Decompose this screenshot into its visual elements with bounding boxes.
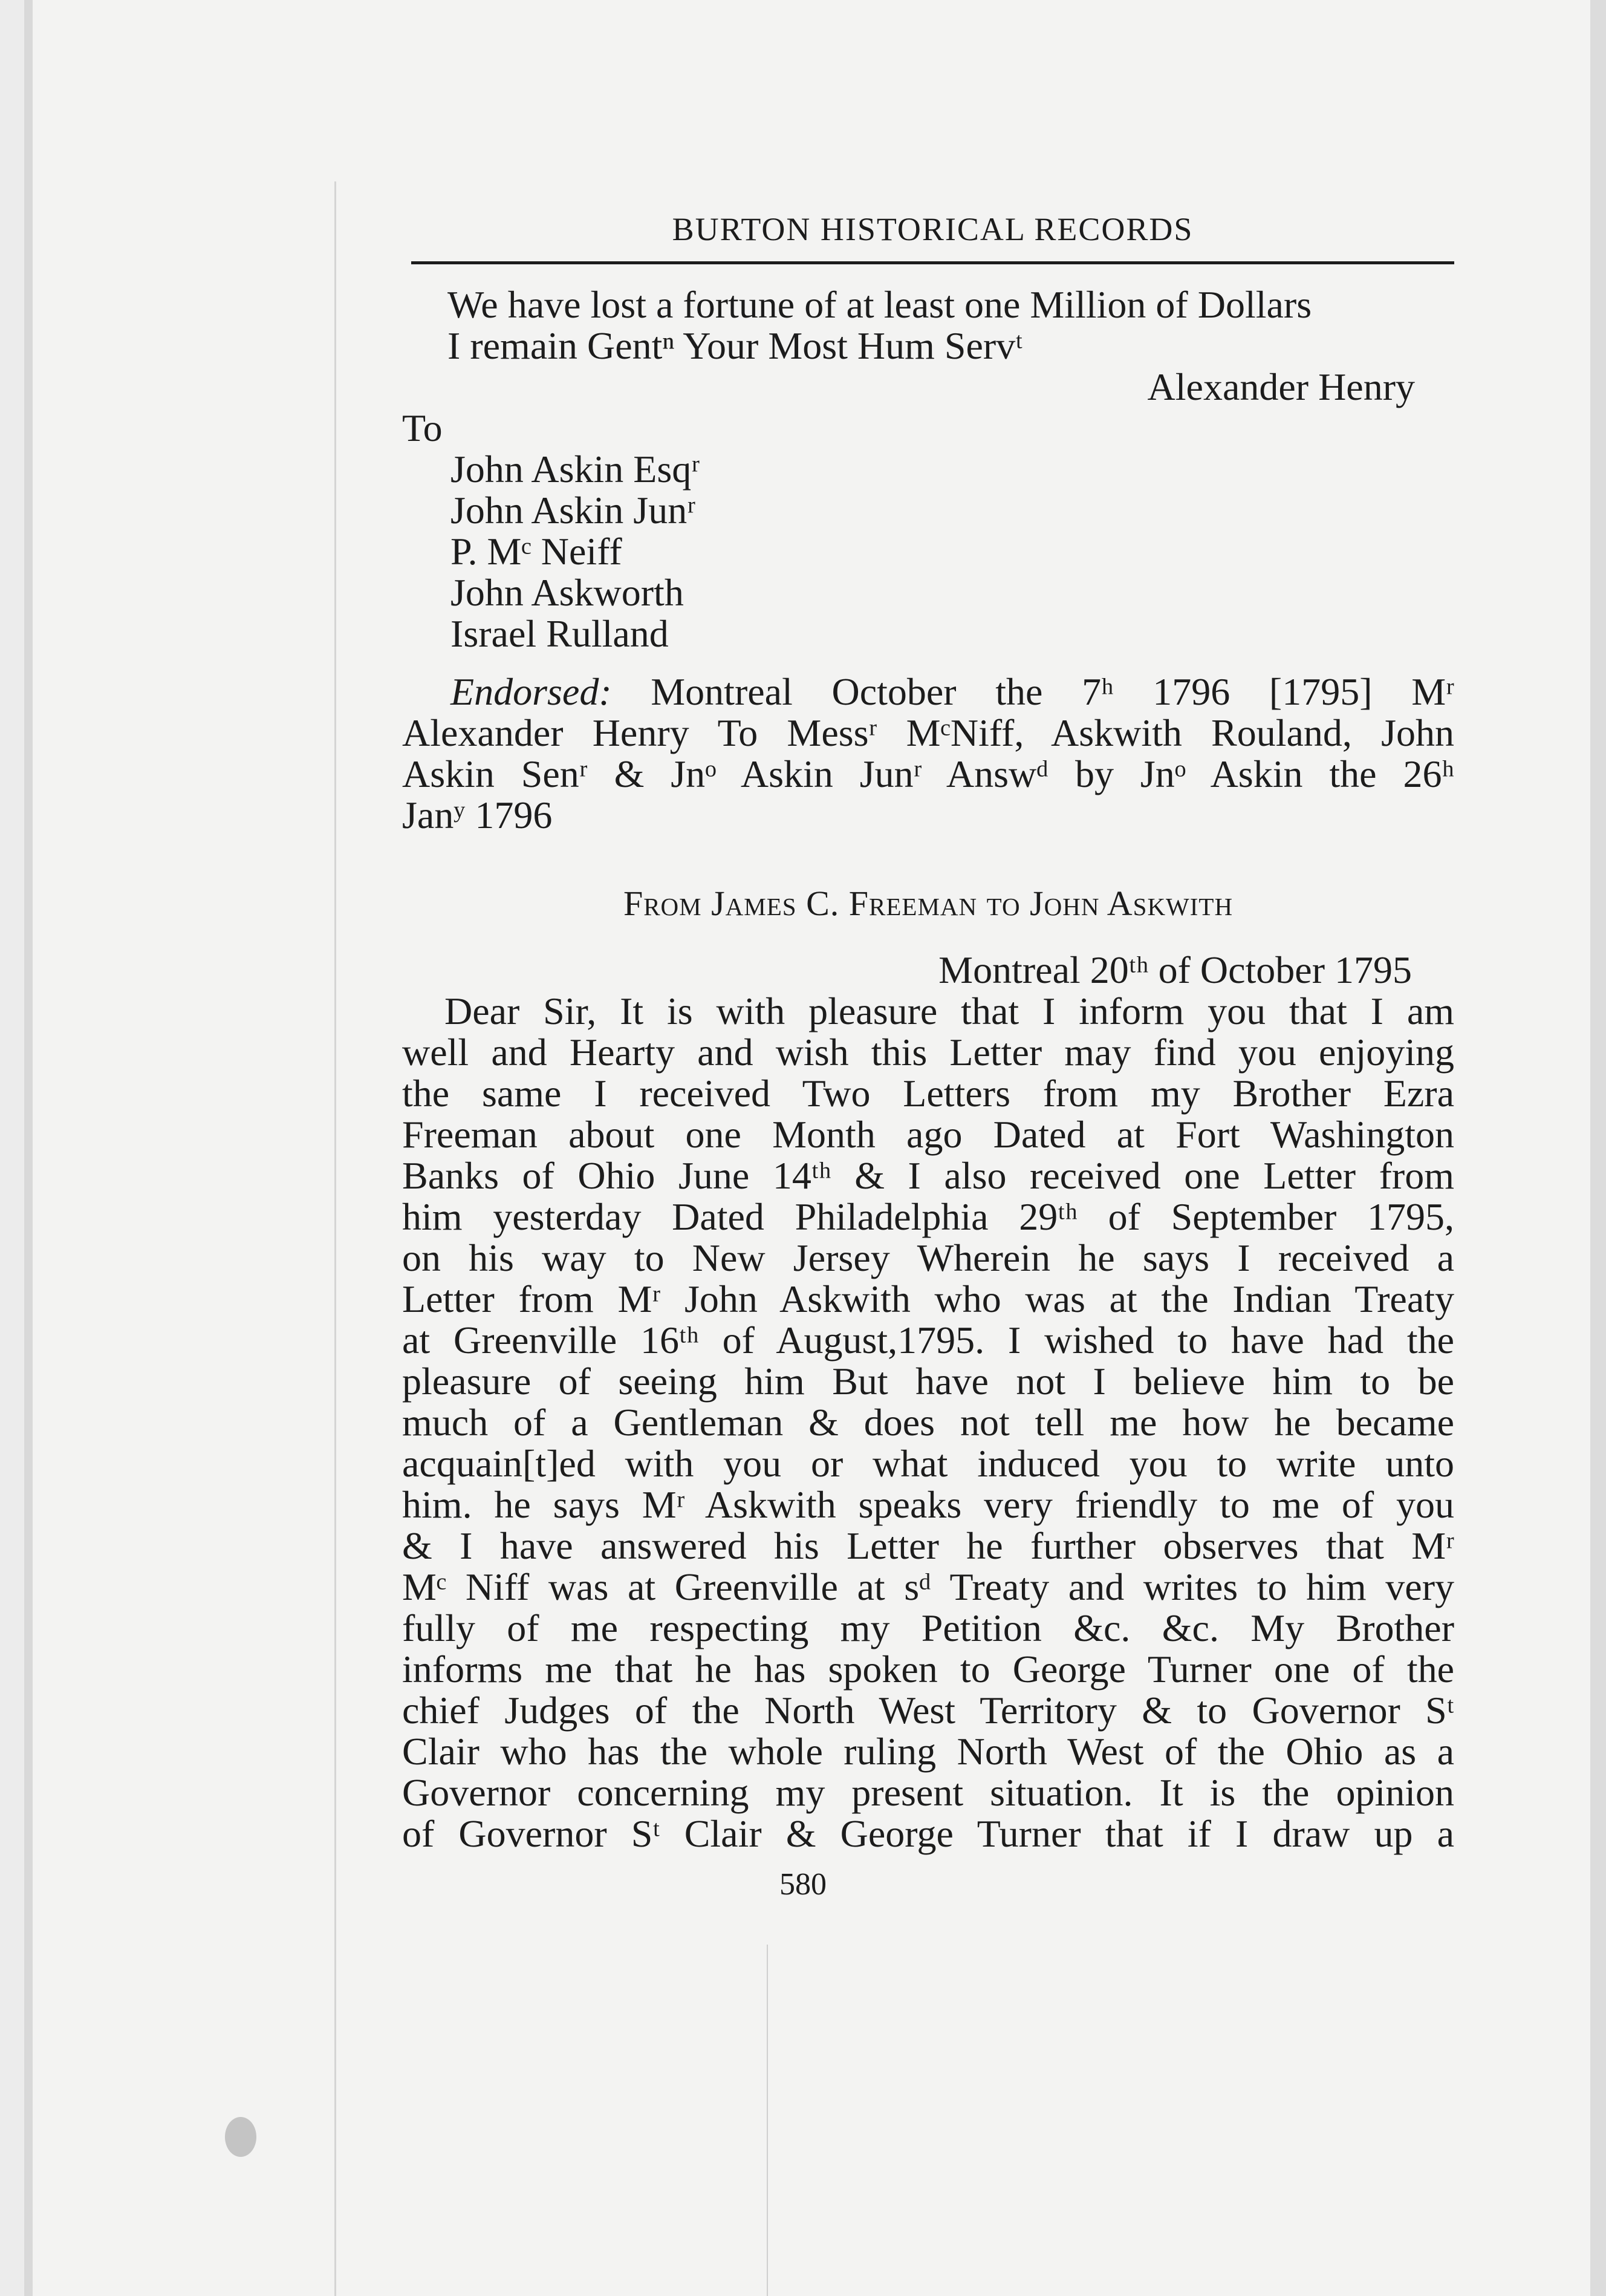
section-heading: From James C. Freeman to John Askwith [623,884,1234,923]
signature: Alexander Henry [1147,365,1415,408]
body-line: acquain[t]ed with you or what induced you to write unto [402,1442,1454,1485]
page-number: 580 [779,1867,827,1902]
body-line: of Governor Sᵗ Clair & George Turner that if I draw up a [402,1812,1454,1855]
body-line: much of a Gentleman & does not tell me how he became [402,1401,1454,1444]
recipient-list [402,449,1454,654]
recipient: John Askworth [450,571,684,614]
body-line: him. he says Mʳ Askwith speaks very friendly to me of you [402,1483,1454,1526]
body-line: well and Hearty and wish this Letter may find you enjoying [402,1031,1454,1074]
endorsement-line-2: Alexander Henry To Messʳ MᶜNiff, Askwith Rouland, John [402,711,1454,754]
body-line: chief Judges of the North West Territory & to Governor Sᵗ [402,1689,1454,1732]
body-line: fully of me respecting my Petition &c. &c. My Brother [402,1606,1454,1649]
body-line: pleasure of seeing him But have not I believe him to be [402,1360,1454,1403]
recipient: P. Mᶜ Neiff [450,530,622,573]
body-line: Banks of Ohio June 14ᵗʰ & I also received one Letter from [402,1154,1454,1197]
letter-heading [402,883,1454,924]
recipient: Israel Rulland [450,612,669,655]
body-line: Mᶜ Niff was at Greenville at sᵈ Treaty and writes to him very [402,1565,1454,1608]
recipient: John Askin Junʳ [450,489,696,532]
body-line: him yesterday Dated Philadelphia 29ᵗʰ of September 1795, [402,1195,1454,1238]
dateline: Montreal 20ᵗʰ of October 1795 [938,948,1412,991]
endorsement [402,671,1454,836]
body-line: Governor concerning my present situation. It is the opinion [402,1771,1454,1814]
page-left-edge [24,0,33,2296]
fold-line [334,181,336,2296]
body-line: informs me that he has spoken to George Turner one of the [402,1648,1454,1691]
letter-body [402,950,1454,1854]
recipient: John Askin Esqʳ [450,448,700,491]
body-line: Clair who has the whole ruling North West of the Ohio as a [402,1730,1454,1773]
letter-closing [402,284,1454,654]
running-head: BURTON HISTORICAL RECORDS [672,211,1194,247]
closing-line-2: I remain Gentⁿ Your Most Hum Servᵗ [447,324,1023,367]
endorsement-text: Montreal October the 7ʰ 1796 [1795] Mʳ [651,670,1455,713]
body-line: on his way to New Jersey Wherein he says I received a [402,1236,1454,1279]
closing-line-1: We have lost a fortune of at least one Million of Dollars [447,283,1312,326]
body-line: Letter from Mʳ John Askwith who was at the Indian Treaty [402,1277,1454,1320]
body-line: & I have answered his Letter he further observes that Mʳ [402,1524,1454,1567]
endorsement-line-4: Janʸ 1796 [402,794,553,837]
paper-crease [767,1945,768,2296]
body-line: at Greenville 16ᵗʰ of August,1795. I wished to have had the [402,1319,1454,1362]
body-line: Dear Sir, It is with pleasure that I inform you that I am [444,990,1454,1032]
page-header [411,206,1454,264]
body-line: the same I received Two Letters from my Brother Ezra [402,1072,1454,1115]
endorsement-line-3: Askin Senʳ & Jnᵒ Askin Junʳ Answᵈ by Jnᵒ Askin the 26ʰ [402,752,1454,795]
paper-spot [225,2117,256,2157]
endorsement-line-1 [402,671,1454,713]
page-right-edge [1590,0,1606,2296]
body-line: Freeman about one Month ago Dated at Fort Washington [402,1113,1454,1156]
to-label: To [402,406,443,449]
endorsed-label: Endorsed: [450,670,612,713]
